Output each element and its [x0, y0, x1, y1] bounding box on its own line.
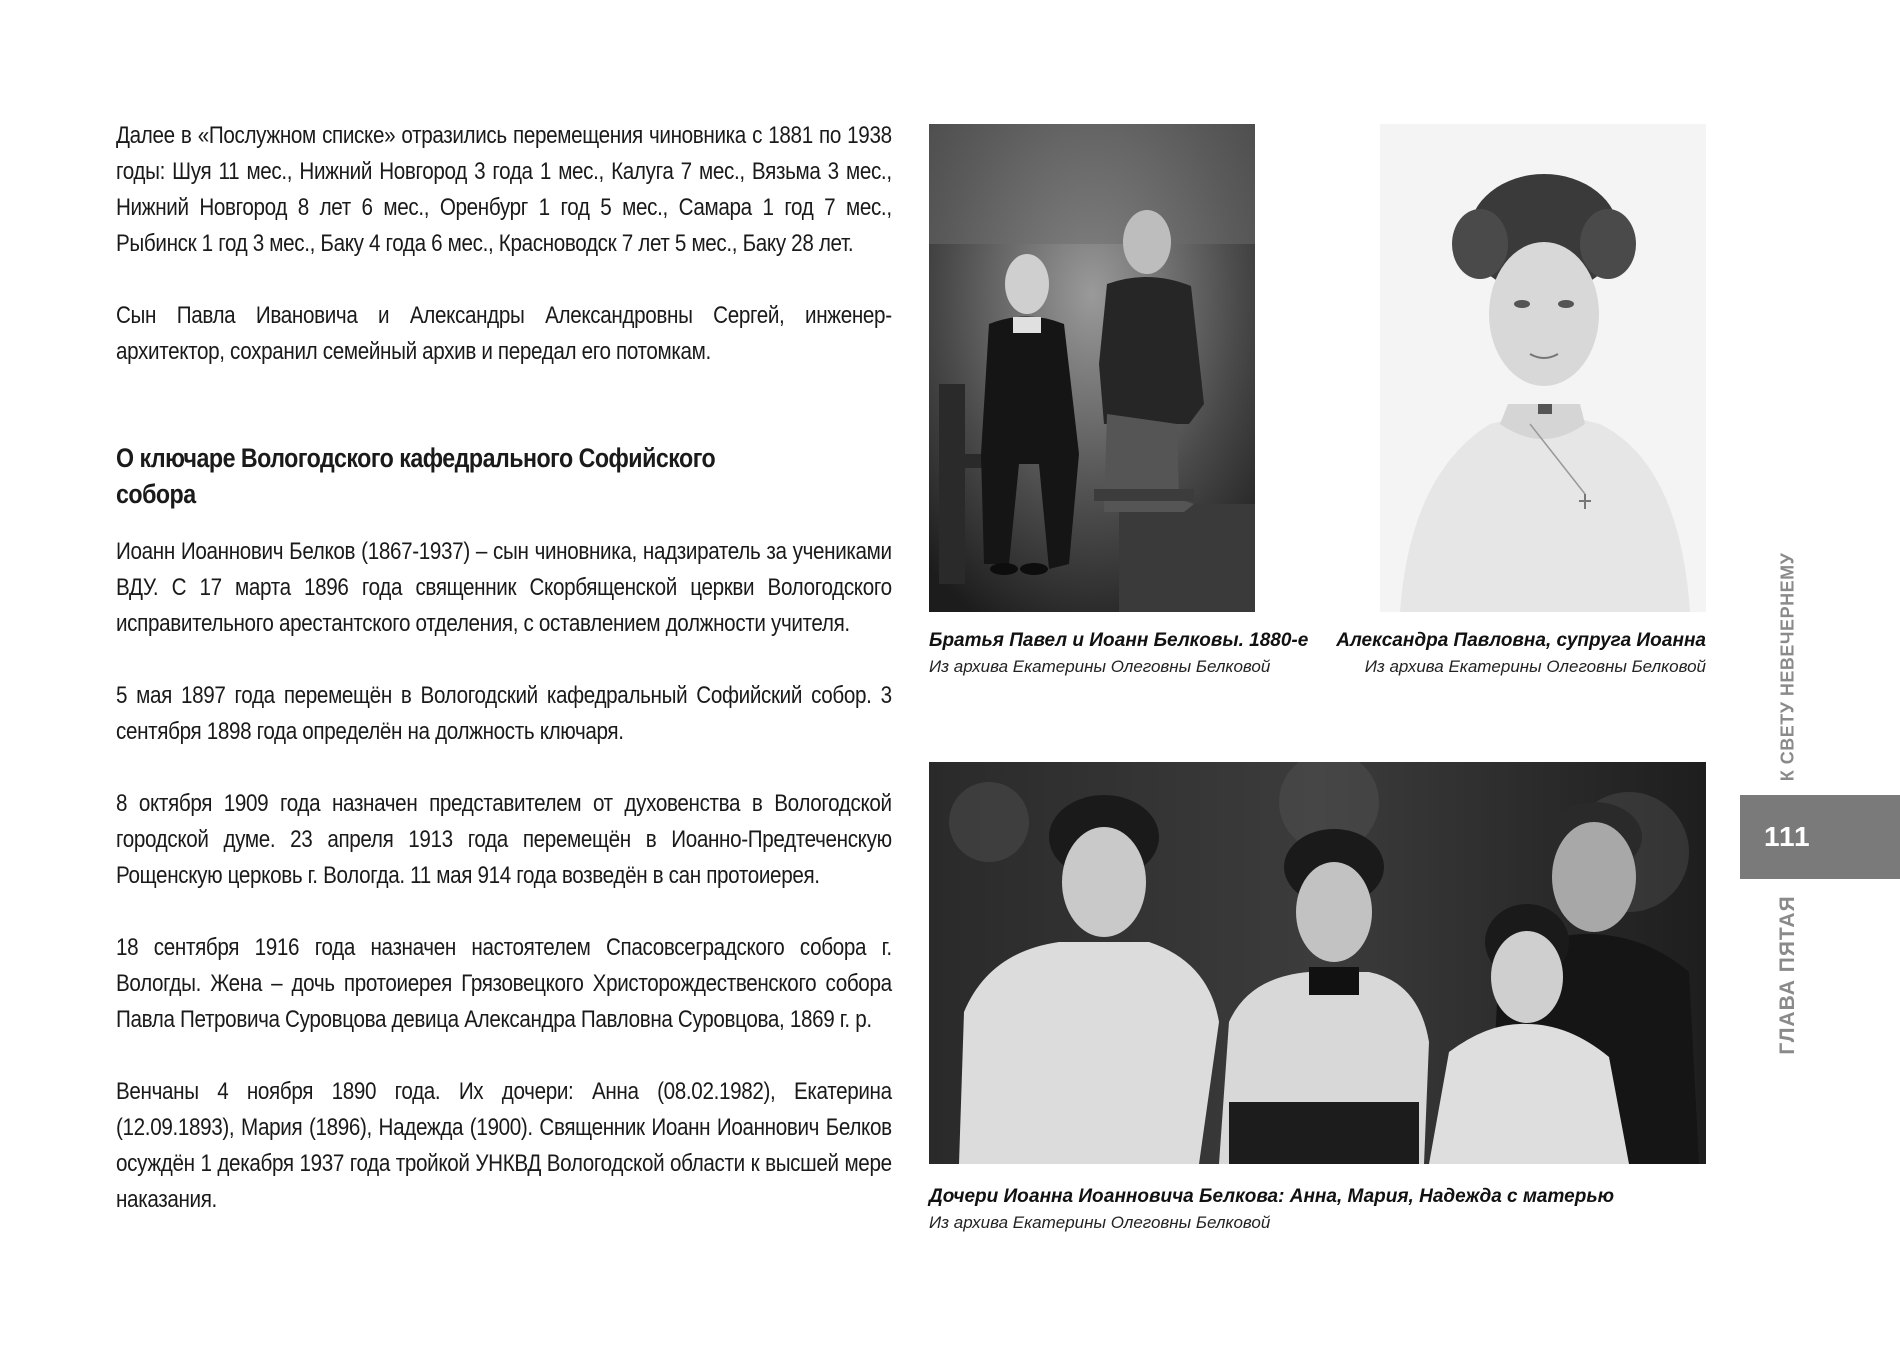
caption-brothers-source: Из архива Екатерины Олеговны Белковой — [929, 657, 1271, 676]
caption-daughters-source: Из архива Екатерины Олеговны Белковой — [929, 1213, 1271, 1232]
paragraph-service-record: Далее в «Послужном списке» отразились перемещения чиновника с 1881 по 1938 годы: Шуя 11 мес., Нижний Новгород 3 года 1 мес., Калуга 7 мес., Вязьма 3 мес., Нижний Новгород 8 лет 6 мес., Оренбург 1 год 5 мес., Самара 1 год 7 мес., Рыбинск 1 год 3 мес., Баку 4 года 6 мес., Красноводск 7 лет 5 мес., Баку 28 лет. — [116, 122, 892, 257]
paragraph-spasovsegradsky: 18 сентября 1916 года назначен настоятелем Спасовсеградского собора г. Вологды. Жена – дочь протоиерея Грязовецкого Христорождественского собора Павла Петровича Суровцова девица Александра Павловна Суровцова, 1869 г. р. — [116, 934, 892, 1033]
photo-brothers — [929, 124, 1255, 612]
paragraph-marriage: Венчаны 4 ноября 1890 года. Их дочери: Анна (08.02.1982), Екатерина (12.09.1893), Мария (1896), Надежда (1900). Священник Иоанн Иоаннович Белков осуждён 1 декабря 1937 года тройкой УНКВД Вологодской области к высшей мере наказания. — [116, 1078, 892, 1213]
book-title-text: К СВЕТУ НЕВЕЧЕРНЕМУ — [1777, 552, 1798, 782]
chapter-title-text: ГЛАВА ПЯТАЯ — [1776, 895, 1799, 1055]
paragraph-city-duma: 8 октября 1909 года назначен представителем от духовенства в Вологодской городской думе. 23 апреля 1913 года перемещён в Иоанно-Предтеченскую Рощенскую церковь г. Вологда. 11 мая 914 года возведён в сан протоиерея. — [116, 790, 892, 889]
page-number-box — [1740, 795, 1900, 879]
paragraph-sophia-cathedral: 5 мая 1897 года перемещён в Вологодский кафедральный Софийский собор. 3 сентября 1898 года определён на должность ключаря. — [116, 682, 892, 745]
caption-brothers-title: Братья Павел и Иоанн Белковы. 1880-е — [929, 630, 1309, 651]
caption-daughters — [929, 1184, 1614, 1236]
book-title-vertical — [1768, 552, 1808, 782]
caption-wife-source: Из архива Екатерины Олеговны Белковой — [1364, 657, 1706, 676]
chapter-title-vertical — [1768, 890, 1808, 1060]
paragraph-son-sergei: Сын Павла Ивановича и Александры Александровны Сергей, инженер-архитектор, сохранил семейный архив и передал его потомкам. — [116, 302, 892, 365]
page-number: 111 — [1764, 821, 1811, 852]
caption-daughters-title: Дочери Иоанна Иоанновича Белкова: Анна, Мария, Надежда с матерью — [929, 1186, 1615, 1207]
photo-daughters — [929, 762, 1706, 1164]
main-text-column — [116, 118, 892, 1218]
caption-brothers — [929, 628, 1308, 680]
paragraph-biography: Иоанн Иоаннович Белков (1867-1937) – сын чиновника, надзиратель за учениками ВДУ. С 17 марта 1896 года священник Скорбященской церкви Вологодского исправительного арестантского отделения, с оставлением должности учителя. — [116, 538, 892, 637]
photo-wife — [1380, 124, 1706, 612]
section-heading: О ключаре Вологодского кафедрального Софийского собора — [116, 443, 716, 509]
caption-wife-title: Александра Павловна, супруга Иоанна — [1336, 630, 1706, 651]
caption-wife — [1330, 628, 1706, 680]
